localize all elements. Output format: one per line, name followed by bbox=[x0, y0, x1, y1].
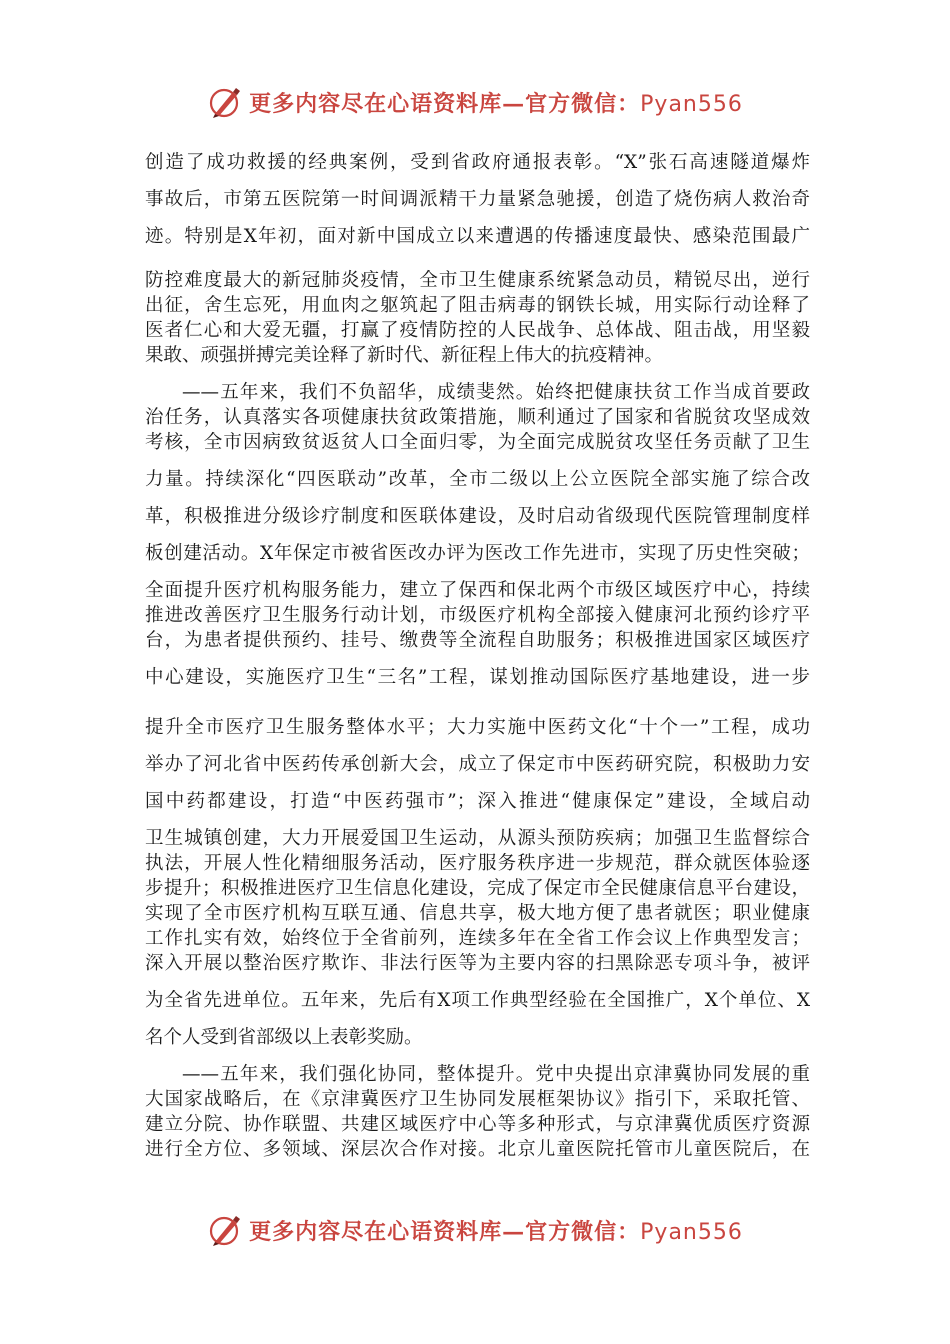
text-line: 建立分院、协作联盟、共建区域医疗中心等多种形式，与京津冀优质医疗资源 bbox=[145, 1114, 810, 1135]
text-line: ——五年来，我们不负韶华，成绩斐然。始终把健康扶贫工作当成首要政 bbox=[182, 382, 810, 403]
text-line: 为全省先进单位。五年来，先后有X项工作典型经验在全国推广，X个单位、X bbox=[145, 990, 810, 1011]
text-line: 迹。特别是X年初，面对新中国成立以来遭遇的传播速度最快、感染范围最广 bbox=[145, 226, 810, 247]
text-line: 力量。持续深化“四医联动”改革，全市二级以上公立医院全部实施了综合改 bbox=[145, 469, 810, 490]
banner-main-text: 更多内容尽在心语资料库 bbox=[249, 90, 503, 117]
banner-dash: — bbox=[502, 1218, 526, 1245]
header-watermark-banner bbox=[0, 82, 950, 122]
text-line: 医者仁心和大爱无疆，打赢了疫情防控的人民战争、总体战、阻击战，用坚毅 bbox=[145, 320, 810, 341]
text-line: 台，为患者提供预约、挂号、缴费等全流程自助服务；积极推进国家区域医疗 bbox=[145, 630, 810, 651]
text-line: 实现了全市医疗机构互联互通、信息共享，极大地方便了患者就医；职业健康 bbox=[145, 903, 810, 924]
banner-main-text: 更多内容尽在心语资料库 bbox=[249, 1218, 503, 1245]
text-line: 中心建设，实施医疗卫生“三名”工程，谋划推动国际医疗基地建设，进一步 bbox=[145, 667, 810, 688]
banner-label: 官方微信： bbox=[525, 1218, 641, 1245]
pen-logo-icon bbox=[207, 1212, 243, 1248]
text-line: 举办了河北省中医药传承创新大会，成立了保定市中医药研究院，积极助力安 bbox=[145, 754, 810, 775]
text-line: 创造了成功救援的经典案例，受到省政府通报表彰。“X”张石高速隧道爆炸 bbox=[145, 152, 810, 173]
footer-watermark-text bbox=[249, 1215, 743, 1246]
text-line: 防控难度最大的新冠肺炎疫情，全市卫生健康系统紧急动员，精锐尽出，逆行 bbox=[145, 270, 810, 291]
pen-logo-icon bbox=[207, 84, 243, 120]
header-watermark-text bbox=[249, 87, 743, 118]
text-line: 国中药都建设，打造“中医药强市”；深入推进“健康保定”建设，全域启动 bbox=[145, 791, 810, 812]
banner-wechat-id: Pyan556 bbox=[640, 1219, 743, 1245]
text-line: ——五年来，我们强化协同，整体提升。党中央提出京津冀协同发展的重 bbox=[182, 1064, 810, 1085]
text-line: 考核，全市因病致贫返贫人口全面归零，为全面完成脱贫攻坚任务贡献了卫生 bbox=[145, 432, 810, 453]
text-line: 革，积极推进分级诊疗制度和医联体建设，及时启动省级现代医院管理制度样 bbox=[145, 506, 810, 527]
text-line: 名个人受到省部级以上表彰奖励。 bbox=[145, 1027, 423, 1048]
footer-watermark-banner bbox=[0, 1210, 950, 1250]
text-line: 果敢、顽强拼搏完美诠释了新时代、新征程上伟大的抗疫精神。 bbox=[145, 345, 664, 366]
text-line: 全面提升医疗机构服务能力，建立了保西和保北两个市级区域医疗中心，持续 bbox=[145, 580, 810, 601]
text-line: 板创建活动。X年保定市被省医改办评为医改工作先进市，实现了历史性突破； bbox=[145, 543, 810, 564]
text-line: 工作扎实有效，始终位于全省前列，连续多年在全省工作会议上作典型发言； bbox=[145, 928, 810, 949]
text-line: 步提升；积极推进医疗卫生信息化建设，完成了保定市全民健康信息平台建设， bbox=[145, 878, 810, 899]
text-line: 大国家战略后，在《京津冀医疗卫生协同发展框架协议》指引下，采取托管、 bbox=[145, 1089, 810, 1110]
text-line: 执法，开展人性化精细服务活动，医疗服务秩序进一步规范，群众就医体验逐 bbox=[145, 853, 810, 874]
banner-wechat-id: Pyan556 bbox=[640, 91, 743, 117]
text-line: 出征，舍生忘死，用血肉之躯筑起了阻击病毒的钢铁长城，用实际行动诠释了 bbox=[145, 295, 810, 316]
banner-label: 官方微信： bbox=[525, 90, 641, 117]
text-line: 卫生城镇创建，大力开展爱国卫生运动，从源头预防疾病；加强卫生监督综合 bbox=[145, 828, 810, 849]
text-line: 推进改善医疗卫生服务行动计划，市级医疗机构全部接入健康河北预约诊疗平 bbox=[145, 605, 810, 626]
text-line: 进行全方位、多领域、深层次合作对接。北京儿童医院托管市儿童医院后，在 bbox=[145, 1139, 810, 1160]
text-line: 提升全市医疗卫生服务整体水平；大力实施中医药文化“十个一”工程，成功 bbox=[145, 717, 810, 738]
text-line: 事故后，市第五医院第一时间调派精干力量紧急驰援，创造了烧伤病人救治奇 bbox=[145, 189, 810, 210]
text-line: 深入开展以整治医疗欺诈、非法行医等为主要内容的扫黑除恶专项斗争，被评 bbox=[145, 953, 810, 974]
banner-dash: — bbox=[502, 90, 526, 117]
text-line: 治任务，认真落实各项健康扶贫政策措施，顺利通过了国家和省脱贫攻坚成效 bbox=[145, 407, 810, 428]
